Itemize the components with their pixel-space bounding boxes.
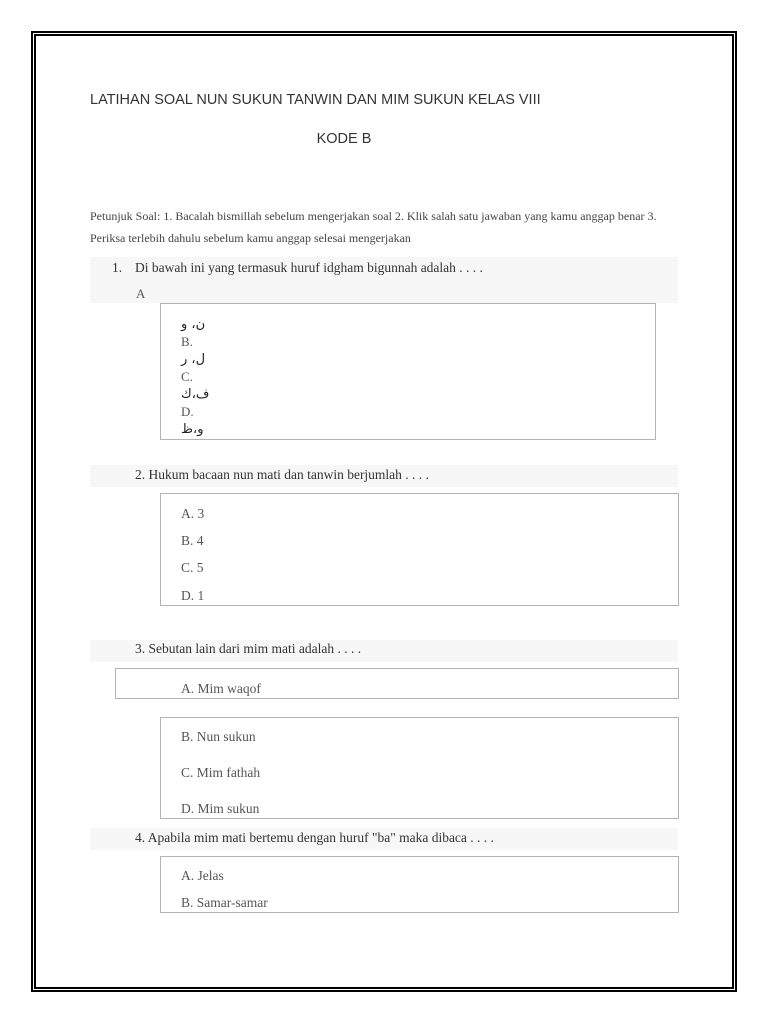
q2-option-a[interactable]: A. 3 [181, 506, 205, 521]
question-1-option-a-label: A [136, 286, 146, 301]
q3-option-c[interactable]: C. Mim fathah [181, 765, 261, 780]
q3-option-a[interactable]: A. Mim waqof [181, 681, 261, 696]
q1-option-d-label[interactable]: D. [181, 404, 194, 419]
q1-option-c-text[interactable]: ف،ك [181, 387, 210, 402]
question-3-option-a-box[interactable] [115, 668, 679, 699]
question-3-header [90, 640, 678, 662]
q2-option-d[interactable]: D. 1 [181, 588, 205, 603]
question-4-header [90, 828, 678, 850]
q4-option-a[interactable]: A. Jelas [181, 868, 224, 883]
q2-option-c[interactable]: C. 5 [181, 560, 204, 575]
page-title: LATIHAN SOAL NUN SUKUN TANWIN DAN MIM SUKUN KELAS VIII [90, 92, 541, 108]
q1-option-b-label[interactable]: B. [181, 334, 193, 349]
q1-option-b-text[interactable]: ل، ر [181, 352, 206, 367]
q2-option-b[interactable]: B. 4 [181, 533, 204, 548]
question-4-text: 4. Apabila mim mati bertemu dengan huruf "ba" maka dibaca . . . . [135, 830, 494, 845]
question-1-number: 1. [112, 260, 123, 275]
q1-option-a-text[interactable]: ن، و [181, 317, 206, 332]
q1-option-d-text[interactable]: و،ظ [181, 422, 204, 437]
question-1-text: Di bawah ini yang termasuk huruf idgham bigunnah adalah . . . . [135, 260, 483, 275]
q3-option-d[interactable]: D. Mim sukun [181, 801, 260, 816]
question-4-answer-box[interactable] [160, 856, 679, 913]
question-2-answer-box[interactable] [160, 493, 679, 606]
instructions: Petunjuk Soal: 1. Bacalah bismillah sebelum mengerjakan soal 2. Klik salah satu jawaban yang kamu anggap benar 3. Periksa terlebih dahulu sebelum kamu anggap selesai mengerjakan [90, 209, 657, 245]
page-code: KODE B [316, 131, 372, 147]
question-2-text: 2. Hukum bacaan nun mati dan tanwin berjumlah . . . . [135, 467, 429, 482]
q1-option-c-label[interactable]: C. [181, 369, 193, 384]
q3-option-b[interactable]: B. Nun sukun [181, 729, 256, 744]
q4-option-b[interactable]: B. Samar-samar [181, 895, 268, 910]
question-2-header [90, 465, 678, 487]
question-3-text: 3. Sebutan lain dari mim mati adalah . . . . [135, 641, 362, 656]
question-3-answer-box[interactable] [160, 717, 679, 819]
question-1-answer-box[interactable] [160, 303, 656, 440]
question-1-header [90, 257, 678, 303]
